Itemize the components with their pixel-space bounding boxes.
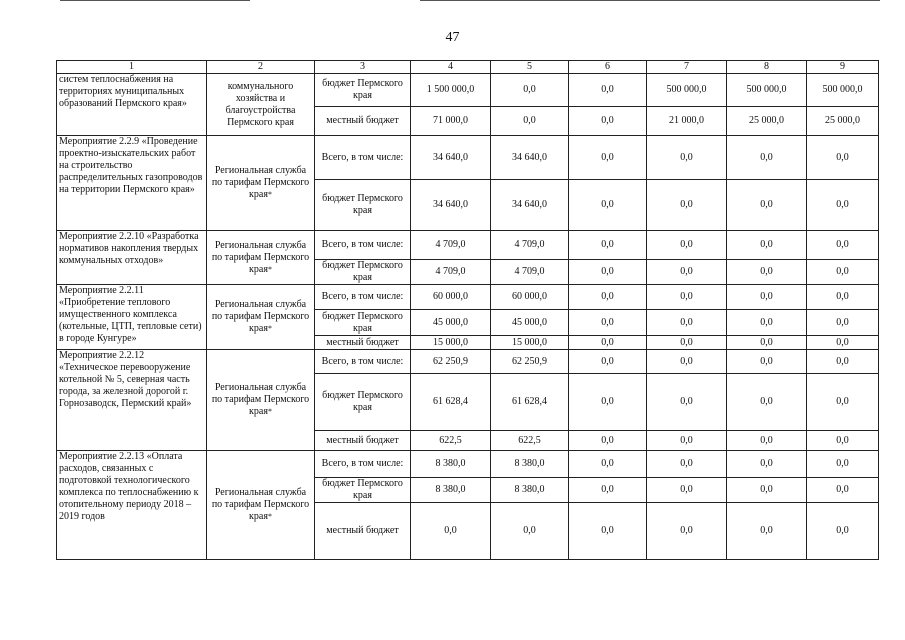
executor-cell [207, 451, 315, 560]
amount-col-8: 0,0 [727, 350, 807, 374]
amount-col-8: 0,0 [727, 136, 807, 180]
amount-col-6: 0,0 [569, 180, 647, 231]
executor-name: коммунального хозяйства и благоустройства Пермского края [225, 80, 296, 128]
funding-source: Всего, в том числе: [315, 231, 411, 260]
funding-source: Всего, в том числе: [315, 285, 411, 310]
measure-name: Мероприятие 2.2.11 «Приобретение теплового имущественного комплекса (котельные, ЦТП, тепловые сети) в городе Кунгуре» [57, 285, 207, 350]
amount-col-6: 0,0 [569, 503, 647, 560]
table-row [57, 136, 879, 180]
amount-col-5: 0,0 [491, 107, 569, 136]
amount-col-7: 0,0 [647, 478, 727, 503]
funding-source: бюджет Пермского края [315, 310, 411, 336]
table-row [57, 451, 879, 478]
measure-name: Мероприятие 2.2.13 «Оплата расходов, связанных с подготовкой технологического комплекса по теплоснабжению к отопительному периоду 2018 – 2019 годов [57, 451, 207, 560]
amount-col-9: 0,0 [807, 478, 879, 503]
amount-col-6: 0,0 [569, 285, 647, 310]
measure-name: систем теплоснабжения на территориях муниципальных образований Пермского края» [57, 74, 207, 136]
amount-col-4: 45 000,0 [411, 310, 491, 336]
amount-col-8: 0,0 [727, 260, 807, 285]
funding-source: местный бюджет [315, 431, 411, 451]
amount-col-6: 0,0 [569, 478, 647, 503]
amount-col-6: 0,0 [569, 310, 647, 336]
amount-col-5: 60 000,0 [491, 285, 569, 310]
amount-col-4: 8 380,0 [411, 478, 491, 503]
amount-col-4: 8 380,0 [411, 451, 491, 478]
amount-col-7: 0,0 [647, 231, 727, 260]
amount-col-6: 0,0 [569, 374, 647, 431]
amount-col-6: 0,0 [569, 74, 647, 107]
amount-col-7: 0,0 [647, 503, 727, 560]
amount-col-5: 45 000,0 [491, 310, 569, 336]
amount-col-6: 0,0 [569, 350, 647, 374]
amount-col-7: 21 000,0 [647, 107, 727, 136]
amount-col-4: 1 500 000,0 [411, 74, 491, 107]
amount-col-7: 0,0 [647, 136, 727, 180]
amount-col-8: 0,0 [727, 478, 807, 503]
measure-name: Мероприятие 2.2.9 «Проведение проектно-изыскательских работ на строительство распределительных газопроводов на территории Пермского края» [57, 136, 207, 231]
amount-col-9: 0,0 [807, 431, 879, 451]
amount-col-8: 0,0 [727, 285, 807, 310]
amount-col-8: 0,0 [727, 180, 807, 231]
column-header-7: 7 [647, 61, 727, 74]
amount-col-9: 0,0 [807, 451, 879, 478]
executor-cell [207, 231, 315, 285]
funding-source: Всего, в том числе: [315, 136, 411, 180]
executor-name: Региональная служба по тарифам Пермского края [211, 165, 310, 200]
footnote-asterisk: * [267, 324, 272, 333]
executor-cell [207, 136, 315, 231]
amount-col-9: 25 000,0 [807, 107, 879, 136]
executor-name: Региональная служба по тарифам Пермского края [211, 239, 310, 275]
table-row [57, 350, 879, 374]
amount-col-7: 0,0 [647, 431, 727, 451]
amount-col-8: 0,0 [727, 374, 807, 431]
funding-source: бюджет Пермского края [315, 260, 411, 285]
amount-col-6: 0,0 [569, 336, 647, 350]
funding-source: Всего, в том числе: [315, 451, 411, 478]
amount-col-4: 34 640,0 [411, 180, 491, 231]
top-rule-right [420, 0, 880, 1]
amount-col-6: 0,0 [569, 260, 647, 285]
footnote-asterisk: * [267, 512, 272, 521]
footnote-asterisk: * [267, 407, 272, 416]
amount-col-8: 0,0 [727, 451, 807, 478]
amount-col-9: 0,0 [807, 336, 879, 350]
amount-col-4: 60 000,0 [411, 285, 491, 310]
amount-col-9: 0,0 [807, 136, 879, 180]
page-number: 47 [445, 30, 460, 45]
amount-col-8: 25 000,0 [727, 107, 807, 136]
amount-col-9: 500 000,0 [807, 74, 879, 107]
column-header-4: 4 [411, 61, 491, 74]
measure-name: Мероприятие 2.2.10 «Разработка нормативов накопления твердых коммунальных отходов» [57, 231, 207, 285]
amount-col-7: 0,0 [647, 336, 727, 350]
table-body [57, 61, 879, 560]
column-header-3: 3 [315, 61, 411, 74]
amount-col-6: 0,0 [569, 231, 647, 260]
column-header-8: 8 [727, 61, 807, 74]
budget-table [56, 60, 879, 560]
amount-col-5: 34 640,0 [491, 180, 569, 231]
amount-col-4: 71 000,0 [411, 107, 491, 136]
funding-source: Всего, в том числе: [315, 350, 411, 374]
funding-source: бюджет Пермского края [315, 74, 411, 107]
amount-col-5: 62 250,9 [491, 350, 569, 374]
amount-col-9: 0,0 [807, 285, 879, 310]
amount-col-9: 0,0 [807, 374, 879, 431]
column-header-9: 9 [807, 61, 879, 74]
amount-col-7: 0,0 [647, 350, 727, 374]
executor-cell [207, 285, 315, 350]
amount-col-4: 4 709,0 [411, 260, 491, 285]
amount-col-5: 15 000,0 [491, 336, 569, 350]
executor-name: Региональная служба по тарифам Пермского края [211, 487, 310, 522]
funding-source: местный бюджет [315, 107, 411, 136]
amount-col-9: 0,0 [807, 350, 879, 374]
executor-name: Региональная служба по тарифам Пермского края [211, 299, 310, 334]
amount-col-4: 4 709,0 [411, 231, 491, 260]
amount-col-4: 622,5 [411, 431, 491, 451]
amount-col-5: 61 628,4 [491, 374, 569, 431]
amount-col-5: 8 380,0 [491, 478, 569, 503]
funding-source: бюджет Пермского края [315, 478, 411, 503]
column-header-2: 2 [207, 61, 315, 74]
amount-col-9: 0,0 [807, 180, 879, 231]
amount-col-8: 0,0 [727, 503, 807, 560]
footnote-asterisk: * [267, 264, 272, 274]
amount-col-5: 0,0 [491, 503, 569, 560]
amount-col-4: 0,0 [411, 503, 491, 560]
funding-source: бюджет Пермского края [315, 180, 411, 231]
executor-cell [207, 74, 315, 136]
amount-col-7: 0,0 [647, 180, 727, 231]
amount-col-6: 0,0 [569, 107, 647, 136]
amount-col-7: 0,0 [647, 285, 727, 310]
measure-name: Мероприятие 2.2.12 «Техническое перевооружение котельной № 5, северная часть города, за железной дорогой г. Горнозаводск, Пермский край» [57, 350, 207, 451]
column-header-5: 5 [491, 61, 569, 74]
amount-col-9: 0,0 [807, 310, 879, 336]
amount-col-9: 0,0 [807, 503, 879, 560]
funding-source: местный бюджет [315, 503, 411, 560]
amount-col-6: 0,0 [569, 136, 647, 180]
amount-col-5: 0,0 [491, 74, 569, 107]
amount-col-5: 4 709,0 [491, 260, 569, 285]
executor-name: Региональная служба по тарифам Пермского края [211, 382, 310, 417]
amount-col-7: 0,0 [647, 310, 727, 336]
amount-col-8: 0,0 [727, 310, 807, 336]
amount-col-6: 0,0 [569, 431, 647, 451]
header-row [57, 61, 879, 74]
executor-cell [207, 350, 315, 451]
amount-col-5: 622,5 [491, 431, 569, 451]
amount-col-7: 500 000,0 [647, 74, 727, 107]
column-header-6: 6 [569, 61, 647, 74]
amount-col-5: 8 380,0 [491, 451, 569, 478]
amount-col-4: 61 628,4 [411, 374, 491, 431]
amount-col-5: 34 640,0 [491, 136, 569, 180]
amount-col-5: 4 709,0 [491, 231, 569, 260]
amount-col-4: 62 250,9 [411, 350, 491, 374]
funding-source: бюджет Пермского края [315, 374, 411, 431]
amount-col-8: 0,0 [727, 231, 807, 260]
table-row [57, 231, 879, 260]
table-row [57, 285, 879, 310]
top-rule-left [60, 0, 250, 1]
amount-col-8: 500 000,0 [727, 74, 807, 107]
amount-col-4: 34 640,0 [411, 136, 491, 180]
column-header-1: 1 [57, 61, 207, 74]
amount-col-9: 0,0 [807, 231, 879, 260]
amount-col-8: 0,0 [727, 336, 807, 350]
amount-col-7: 0,0 [647, 374, 727, 431]
amount-col-6: 0,0 [569, 451, 647, 478]
funding-source: местный бюджет [315, 336, 411, 350]
amount-col-7: 0,0 [647, 451, 727, 478]
amount-col-8: 0,0 [727, 431, 807, 451]
amount-col-7: 0,0 [647, 260, 727, 285]
table-row [57, 74, 879, 107]
footnote-asterisk: * [267, 190, 272, 199]
amount-col-4: 15 000,0 [411, 336, 491, 350]
amount-col-9: 0,0 [807, 260, 879, 285]
